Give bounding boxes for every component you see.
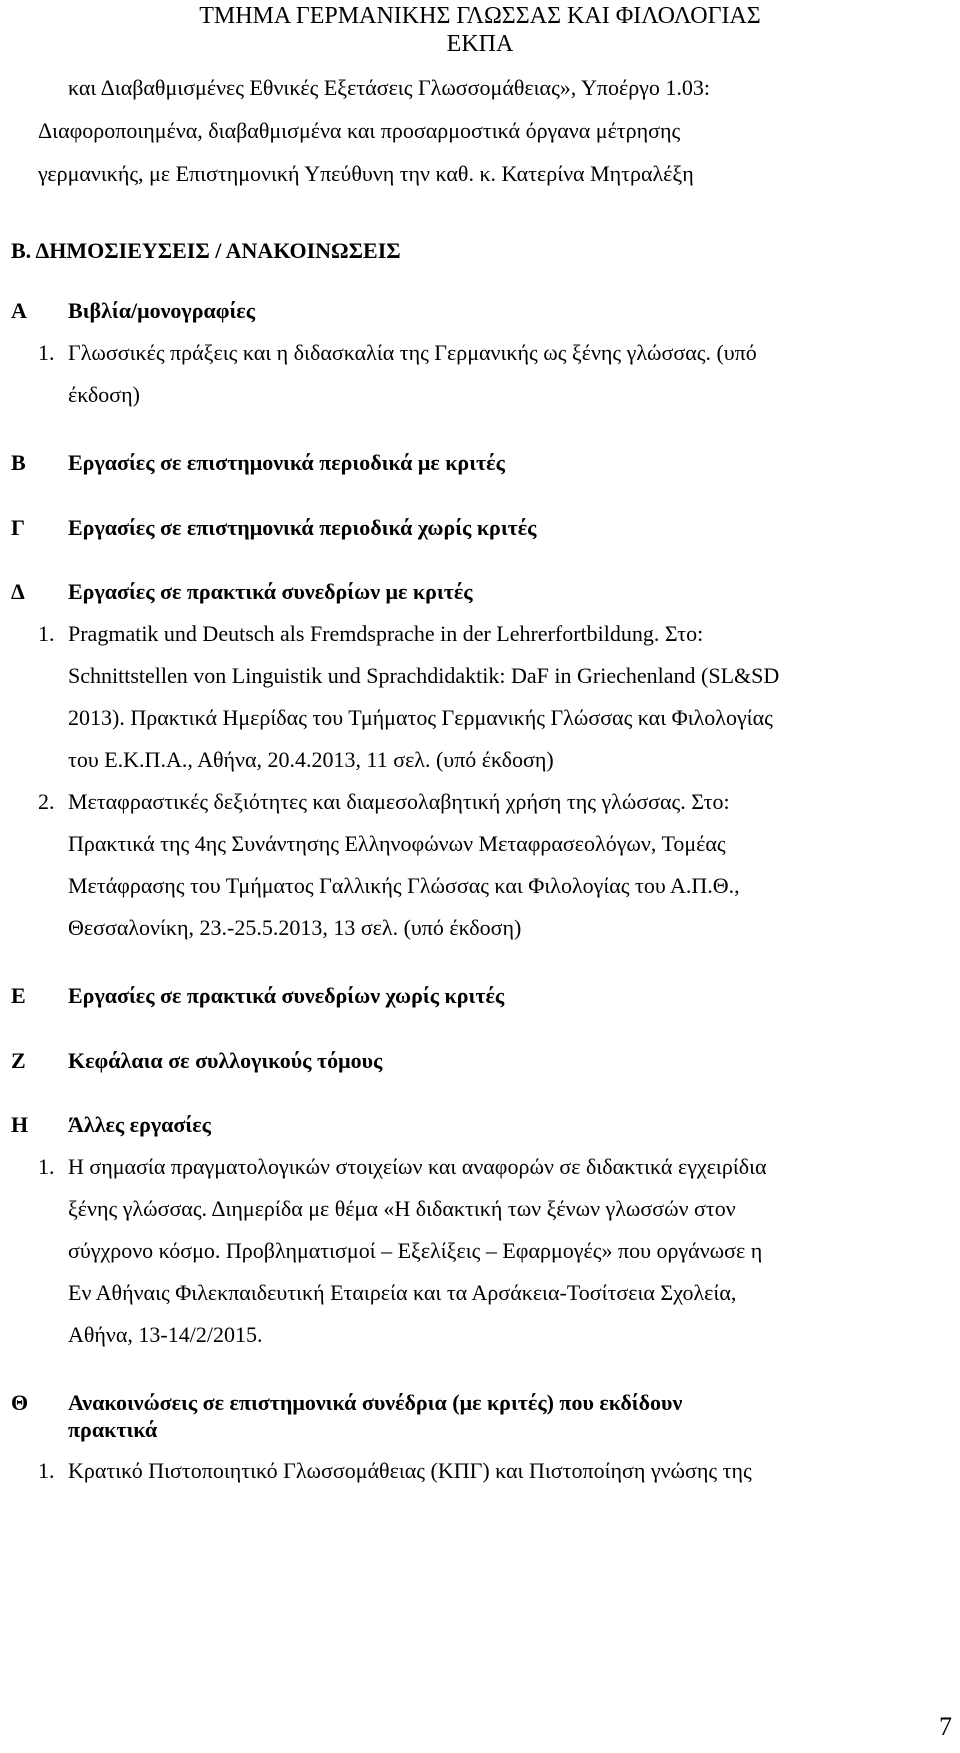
category-letter: Θ bbox=[11, 1390, 29, 1415]
item-line: ξένης γλώσσας. Διημερίδα με θέμα «Η διδακτική των ξένων γλωσσών στον bbox=[68, 1196, 736, 1221]
category-letter: Δ bbox=[11, 579, 25, 604]
item-line: Μεταφραστικές δεξιότητες και διαμεσολαβητική χρήση της γλώσσας. Στο: bbox=[68, 789, 730, 814]
category-title: Άλλες εργασίες bbox=[68, 1112, 211, 1137]
page-number: 7 bbox=[939, 1712, 952, 1741]
category-title: Εργασίες σε πρακτικά συνεδρίων με κριτές bbox=[68, 579, 473, 604]
category-title: Κεφάλαια σε συλλογικούς τόμους bbox=[68, 1048, 383, 1073]
item-number: 1. bbox=[38, 1458, 55, 1483]
item-line: του Ε.Κ.Π.Α., Αθήνα, 20.4.2013, 11 σελ. (υπό έκδοση) bbox=[68, 747, 554, 772]
item-line: 2013). Πρακτικά Ημερίδας του Τμήματος Γερμανικής Γλώσσας και Φιλολογίας bbox=[68, 705, 773, 730]
item-line: Schnittstellen von Linguistik und Sprachdidaktik: DaF in Griechenland (SL&SD bbox=[68, 663, 780, 688]
item-line: Pragmatik und Deutsch als Fremdsprache in der Lehrerfortbildung. Στο: bbox=[68, 621, 704, 646]
item-line: Εν Αθήναις Φιλεκπαιδευτική Εταιρεία και τα Αρσάκεια-Τοσίτσεια Σχολεία, bbox=[68, 1280, 737, 1305]
item-line: Αθήνα, 13-14/2/2015. bbox=[68, 1322, 263, 1347]
item-number: 2. bbox=[38, 789, 55, 814]
category-letter: Α bbox=[11, 298, 27, 323]
category-title: Εργασίες σε επιστημονικά περιοδικά με κριτές bbox=[68, 450, 505, 475]
item-number: 1. bbox=[38, 1154, 55, 1179]
category-title: Εργασίες σε επιστημονικά περιοδικά χωρίς κριτές bbox=[68, 515, 537, 540]
item-number: 1. bbox=[38, 621, 55, 646]
category-title: Εργασίες σε πρακτικά συνεδρίων χωρίς κριτές bbox=[68, 983, 505, 1008]
item-line: έκδοση) bbox=[68, 382, 140, 407]
category-title: Βιβλία/μονογραφίες bbox=[68, 298, 255, 323]
item-line: Η σημασία πραγματολογικών στοιχείων και αναφορών σε διδακτικά εγχειρίδια bbox=[68, 1154, 767, 1179]
category-letter: Β bbox=[11, 450, 26, 475]
header-department: ΤΜΗΜΑ ΓΕΡΜΑΝΙΚΗΣ ΓΛΩΣΣΑΣ ΚΑΙ ΦΙΛΟΛΟΓΙΑΣ bbox=[199, 3, 761, 29]
category-letter: Ζ bbox=[11, 1048, 26, 1073]
item-line: Πρακτικά της 4ης Συνάντησης Ελληνοφώνων Μεταφρασεολόγων, Τομέας bbox=[68, 831, 726, 856]
category-title: Ανακοινώσεις σε επιστημονικά συνέδρια (με κριτές) που εκδίδουν bbox=[68, 1390, 683, 1415]
category-title: πρακτικά bbox=[68, 1417, 158, 1442]
intro-line: Διαφοροποιημένα, διαβαθμισμένα και προσαρμοστικά όργανα μέτρησης bbox=[38, 118, 681, 143]
item-line: Γλωσσικές πράξεις και η διδασκαλία της Γερμανικής ως ξένης γλώσσας. (υπό bbox=[68, 340, 757, 365]
category-letter: Γ bbox=[11, 515, 25, 540]
item-line: Θεσσαλονίκη, 23.-25.5.2013, 13 σελ. (υπό έκδοση) bbox=[68, 915, 522, 940]
item-line: Κρατικό Πιστοποιητικό Γλωσσομάθειας (ΚΠΓ) και Πιστοποίηση γνώσης της bbox=[68, 1458, 752, 1483]
item-line: Μετάφρασης του Τμήματος Γαλλικής Γλώσσας και Φιλολογίας του Α.Π.Θ., bbox=[68, 873, 740, 898]
item-number: 1. bbox=[38, 340, 55, 365]
category-letter: Ε bbox=[11, 983, 26, 1008]
header-university: ΕΚΠΑ bbox=[446, 31, 514, 57]
item-line: σύγχρονο κόσμο. Προβληματισμοί – Εξελίξεις – Εφαρμογές» που οργάνωσε η bbox=[68, 1238, 763, 1263]
section-title: Β. ΔΗΜΟΣΙΕΥΣΕΙΣ / ΑΝΑΚΟΙΝΩΣΕΙΣ bbox=[11, 238, 401, 263]
intro-line: γερμανικής, με Επιστημονική Υπεύθυνη την καθ. κ. Κατερίνα Μητραλέξη bbox=[38, 161, 694, 186]
intro-line: και Διαβαθμισμένες Εθνικές Εξετάσεις Γλωσσομάθειας», Υποέργο 1.03: bbox=[68, 75, 711, 100]
category-letter: Η bbox=[11, 1112, 29, 1137]
